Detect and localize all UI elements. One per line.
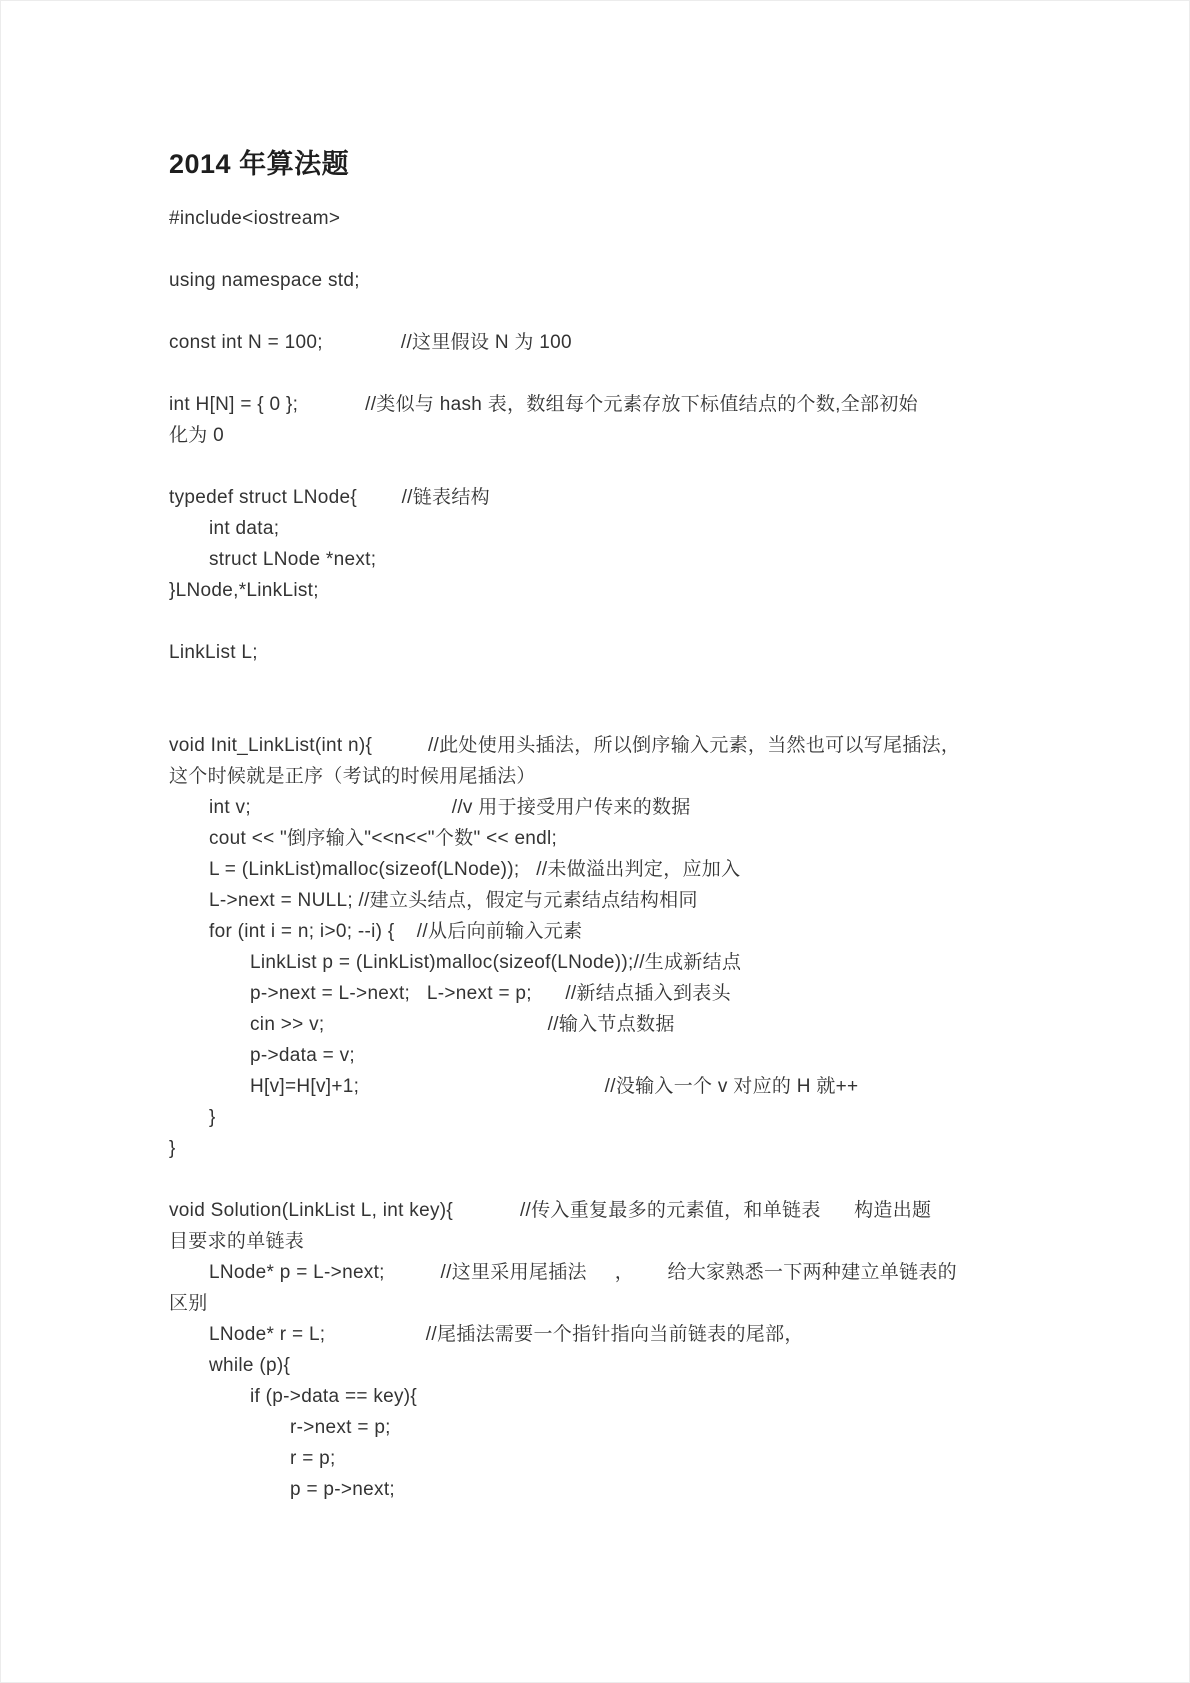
code-line: } [209,1107,216,1128]
code-line: LinkList L; [169,642,258,663]
code-line: r->next = p; [290,1417,391,1438]
code-line: if (p->data == key){ [250,1386,418,1407]
code-line: for (int i = n; i>0; --i) { //从后向前输入元素 [209,921,583,942]
code-line: L = (LinkList)malloc(sizeof(LNode)); //未做溢出判定，应加入 [209,859,741,880]
code-line: LinkList p = (LinkList)malloc(sizeof(LNode));//生成新结点 [250,952,742,973]
code-block [169,203,1059,1505]
code-line: } [169,1138,176,1159]
code-line: p->next = L->next; L->next = p; //新结点插入到表头 [250,983,731,1004]
code-line: int data; [209,518,280,539]
code-line: L->next = NULL; //建立头结点，假定与元素结点结构相同 [209,890,698,911]
code-line: r = p; [290,1448,336,1469]
code-line: 这个时候就是正序（考试的时候用尾插法） [169,766,536,787]
code-line: cin >> v; //输入节点数据 [250,1014,675,1035]
code-line: cout << "倒序输入"<<n<<"个数" << endl; [209,828,558,849]
code-line: typedef struct LNode{ //链表结构 [169,487,490,508]
code-line: p->data = v; [250,1045,356,1066]
page-title: 2014 年算法题 [169,149,350,179]
code-line: 目要求的单链表 [169,1231,305,1252]
code-line: 区别 [169,1293,208,1314]
code-line: LNode* p = L->next; //这里采用尾插法 ， 给大家熟悉一下两种建立单链表的 [209,1262,957,1283]
code-line: 化为 0 [169,425,225,446]
document-content [169,147,1059,1505]
code-line: int H[N] = { 0 }; //类似与 hash 表，数组每个元素存放下标值结点的个数,全部初始 [169,394,918,415]
code-line: }LNode,*LinkList; [169,580,319,601]
code-line: void Solution(LinkList L, int key){ //传入重复最多的元素值，和单链表 构造出题 [169,1200,932,1221]
code-line: const int N = 100; //这里假设 N 为 100 [169,332,572,353]
code-line: #include<iostream> [169,208,341,229]
code-line: p = p->next; [290,1479,396,1500]
code-line: using namespace std; [169,270,360,291]
code-line: int v; //v 用于接受用户传来的数据 [209,797,691,818]
code-line: H[v]=H[v]+1; //没输入一个 v 对应的 H 就++ [250,1076,859,1097]
code-line: LNode* r = L; //尾插法需要一个指针指向当前链表的尾部， [209,1324,804,1345]
code-line: void Init_LinkList(int n){ //此处使用头插法，所以倒序输入元素，当然也可以写尾插法， [169,735,961,756]
code-line: struct LNode *next; [209,549,377,570]
code-line: while (p){ [209,1355,291,1376]
